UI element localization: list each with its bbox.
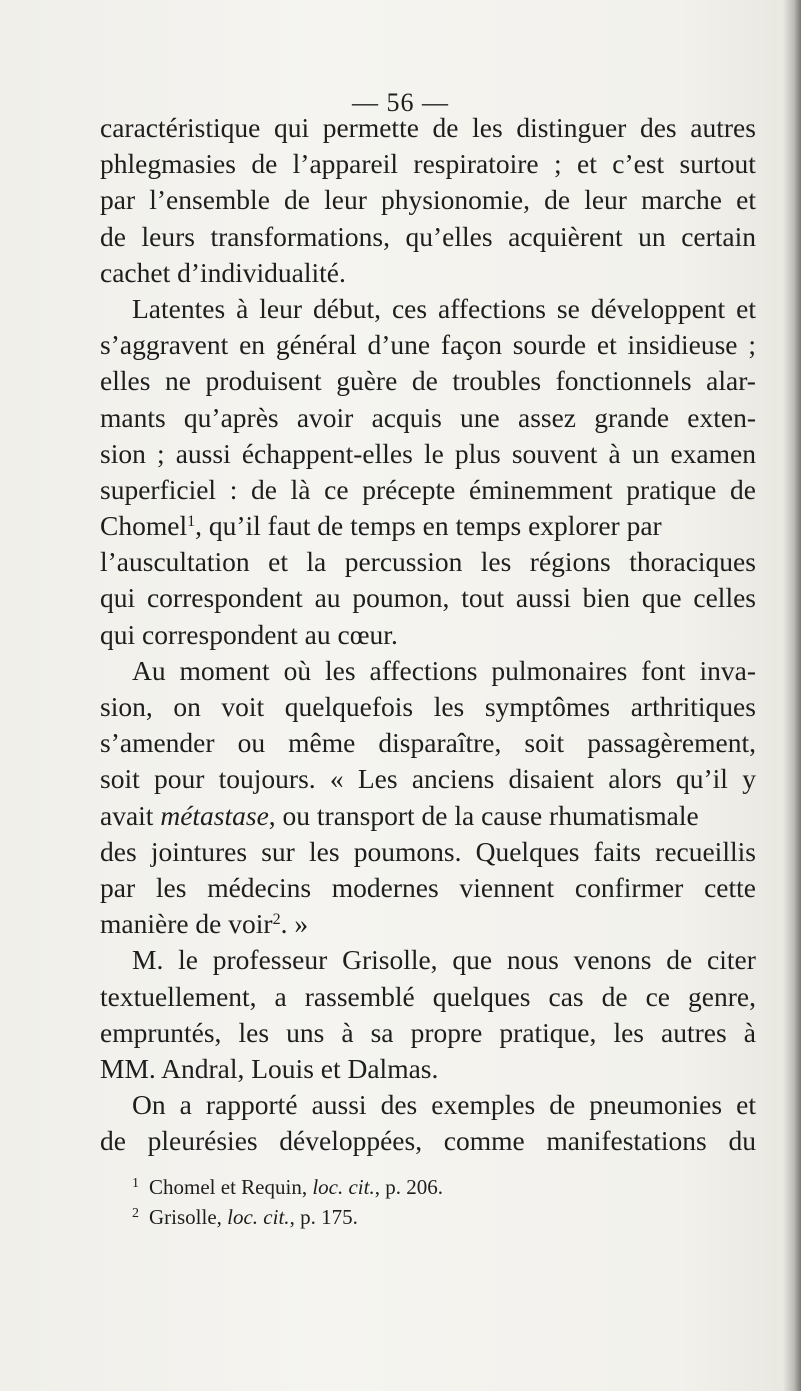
word: poumon, [352,582,450,614]
word: de [251,148,278,180]
word: pulmonaires [491,654,628,686]
word: échappent-elles [241,437,413,469]
word: soit [524,727,565,759]
word: Grisolle, [342,944,438,976]
footnote-ref-2: 2 [272,911,281,929]
word: Latentes [132,292,226,324]
footnote-1 [132,1172,732,1202]
text-line [100,906,756,942]
word: sion, [100,691,153,722]
word: les [433,691,465,722]
text-line [100,291,756,327]
word: pneumonies [589,1089,723,1121]
word: viennent [459,871,555,903]
word: toujours. [218,763,316,795]
word: les [613,1016,644,1048]
word: respiratoire [413,148,539,180]
word: rapporté [205,1089,298,1121]
body-text [100,110,756,1159]
word: médecins [207,871,312,903]
footnote-2 [132,1202,732,1232]
text-segment [100,798,699,834]
word: M. [132,944,164,976]
word: cette [704,871,756,903]
word: des [380,1089,418,1121]
word: mants [100,401,166,433]
word: tout [461,582,504,614]
word: des [100,835,137,867]
word: anciens [411,763,495,795]
word: « [329,763,344,795]
word: avoir [296,401,354,433]
word: nous [506,944,559,976]
word: aussi [515,582,571,614]
word: affections [369,654,478,686]
word: Au [132,654,166,686]
word: font [641,654,686,686]
word: voit [221,691,265,722]
word: c’est [612,148,665,180]
word: surtout [679,148,756,180]
word: examen [670,437,756,469]
text-line [100,979,756,1015]
word: sourde [512,329,587,361]
text-line: MM. Andral, Louis et Dalmas. [100,1052,439,1084]
word: professeur [212,944,328,976]
word: alar- [706,365,756,397]
word: inva- [699,654,756,686]
text-line [100,1015,756,1051]
word: On [132,1089,166,1121]
word: par [100,871,136,903]
word: et [736,1089,756,1121]
word: et [268,546,288,578]
word: et [736,184,756,216]
word: celles [693,582,756,614]
word: bien [582,582,631,614]
word: d’une [367,329,431,361]
word: caractéristique [100,112,261,143]
word: affections [438,292,546,324]
word: à [608,437,621,469]
word: les [472,112,503,143]
word: leur [324,184,367,216]
word: un [638,220,666,252]
text-segment: manière de voir [100,908,273,940]
word: l’appareil [292,148,399,180]
word: rassemblé [304,980,415,1012]
word: permette [322,112,419,143]
word: autres [690,112,756,143]
word: quelques [432,980,531,1012]
word: façon [440,329,502,361]
word: jointures [150,835,248,867]
word: ou [237,727,266,759]
text-line [100,508,756,544]
word: début, [313,292,381,324]
text-line [100,725,756,761]
word: aussi [175,437,231,469]
word: où [283,654,312,686]
word: y [742,763,756,795]
word: un [631,437,660,469]
word: là [290,473,311,505]
word: moment [179,654,270,686]
footnote-ref: loc. cit. [312,1175,375,1199]
word: empruntés, [100,1016,222,1048]
text-segment: , qu’il faut de temps en temps explorer par [195,510,662,542]
footnote-number: 1 [132,1176,139,1191]
word: régions [529,546,611,578]
word: les [480,546,512,578]
word: certain [681,220,756,252]
word: modernes [331,871,439,903]
text-line [100,1123,756,1159]
word: manifestations [546,1125,707,1157]
word: poumons. [353,835,462,867]
word: arthritiques [630,691,756,722]
word: les [309,835,340,867]
word: confirmer [574,871,684,903]
word: recueillis [655,835,756,867]
word: symptômes [484,691,611,722]
word: de [251,473,277,505]
word: Les [357,763,398,795]
word: transformations, [210,220,390,252]
word: l’auscultation [100,546,250,578]
footnote-author: Grisolle, [149,1205,228,1229]
text-line [100,653,756,689]
word: qu’il [676,763,728,795]
word: phlegmasies [100,148,236,180]
word: elles [100,365,151,397]
text-line [100,327,756,363]
text-line [100,798,756,834]
text-line [100,544,756,580]
word: à [341,1016,354,1048]
word: thoraciques [629,546,756,578]
footnote-ref: loc. cit. [227,1205,290,1229]
word: marche [641,184,723,216]
word: développent [590,292,726,324]
word: a [274,980,287,1012]
text-line: qui correspondent au cœur. [100,618,398,650]
word: percussion [344,546,463,578]
word: en [239,329,266,361]
text-line [100,942,756,978]
word: qu’elles [405,220,493,252]
text-line [100,400,756,436]
word: sa [370,1016,394,1048]
word: au [314,582,341,614]
word: les [155,871,187,903]
word: pour [153,763,205,795]
word: propre [410,1016,483,1048]
word: ne [164,365,191,397]
word: de [411,365,438,397]
footnote-page: , p. 206. [374,1175,443,1199]
word: de [100,220,126,252]
word: ce [324,473,349,505]
text-segment [100,906,308,942]
word: de [730,473,756,505]
footnote-author: Chomel et Requin, [149,1175,313,1199]
word: acquis [371,401,442,433]
word: cas [548,980,584,1012]
word: les [238,1016,270,1048]
text-line [100,761,756,797]
name-chomel: Chomel [100,510,188,542]
word: de [432,112,459,143]
word: qui [273,112,310,143]
word: physionomie, [381,184,530,216]
text-line [100,110,756,146]
text-line [100,834,756,870]
text-segment: avait [100,799,161,831]
text-line [100,472,756,508]
word: produisent [205,365,322,397]
word: disaient [508,763,595,795]
footnote-ref-1: 1 [187,513,196,531]
word: général [275,329,357,361]
text-segment: . » [280,908,309,940]
word: guère [336,365,398,397]
word: l’ensemble [149,184,270,216]
text-line [100,219,756,255]
footnotes [132,1172,732,1232]
text-line [100,1087,756,1123]
word: du [728,1125,756,1157]
word: distinguer [516,112,627,143]
word: soit [100,763,140,795]
word: faits [593,835,641,867]
word: citer [707,944,756,976]
page-edge-shadow [783,0,801,1391]
word: ; [554,148,562,180]
word: aussi [311,1089,367,1121]
word: assez [517,401,577,433]
word: et [736,292,756,324]
word: leur [584,184,627,216]
word: précepte [362,473,456,505]
word: leur [259,292,303,324]
word: ; [748,329,756,361]
word: passagèrement, [587,727,756,759]
text-segment: , ou transport de la cause rhumatismale [268,799,699,831]
word: les [325,654,356,686]
word: : [229,473,238,505]
word: par [100,184,136,216]
word: éminemment [469,473,613,505]
word: et [596,329,617,361]
word: se [556,292,580,324]
word: exten- [687,401,756,433]
word: qui [100,582,136,614]
word: de [100,1125,126,1157]
word: le [423,437,444,469]
italic-term: métastase [160,799,269,831]
word: leurs [141,220,195,252]
word: même [288,727,356,759]
word: que [641,582,682,614]
word: le [178,944,198,976]
word: une [460,401,500,433]
word: acquièrent [508,220,623,252]
word: quelquefois [284,691,414,722]
text-line [100,580,756,616]
word: comme [443,1125,525,1157]
word: s’aggravent [100,329,229,361]
word: autres [661,1016,727,1048]
text-line [100,436,756,472]
text-line [100,182,756,218]
word: fonctionnels [555,365,692,397]
word: de [544,184,571,216]
word: uns [286,1016,325,1048]
word: a [179,1089,192,1121]
word: pratique [626,473,717,505]
word: ce [645,980,671,1012]
word: ; [156,437,165,469]
footnote-number: 2 [132,1206,139,1221]
text-line: cachet d’individualité. [100,256,346,288]
word: disparaître, [378,727,502,759]
word: genre, [688,980,756,1012]
word: et [577,148,597,180]
text-line [100,146,756,182]
word: à [236,292,249,324]
word: ces [391,292,428,324]
word: à [743,1016,756,1048]
word: Quelques [475,835,580,867]
text-segment [100,508,662,544]
page-number: — 56 — [352,88,449,117]
word: venons [573,944,652,976]
word: de [284,184,310,216]
word: la [306,546,327,578]
word: qu’après [183,401,279,433]
word: s’amender [100,727,215,759]
word: développées, [279,1125,423,1157]
text-line [100,870,756,906]
word: textuellement, [100,980,257,1012]
text-line [100,363,756,399]
word: des [639,112,677,143]
word: exemples [431,1089,536,1121]
word: pratique, [499,1016,597,1048]
word: de [549,1089,576,1121]
word: correspondent [146,582,303,614]
word: superficiel [100,473,217,505]
word: troubles [452,365,542,397]
word: que [452,944,493,976]
word: de [601,980,628,1012]
word: sur [261,835,295,867]
word: insidieuse [627,329,738,361]
word: de [666,944,693,976]
word: sion [100,437,146,469]
text-line [100,689,756,725]
word: alors [608,763,662,795]
word: plus [454,437,501,469]
footnote-page: , p. 175. [289,1205,358,1229]
word: grande [594,401,670,433]
word: on [173,691,201,722]
word: pleurésies [147,1125,258,1157]
word: souvent [511,437,598,469]
